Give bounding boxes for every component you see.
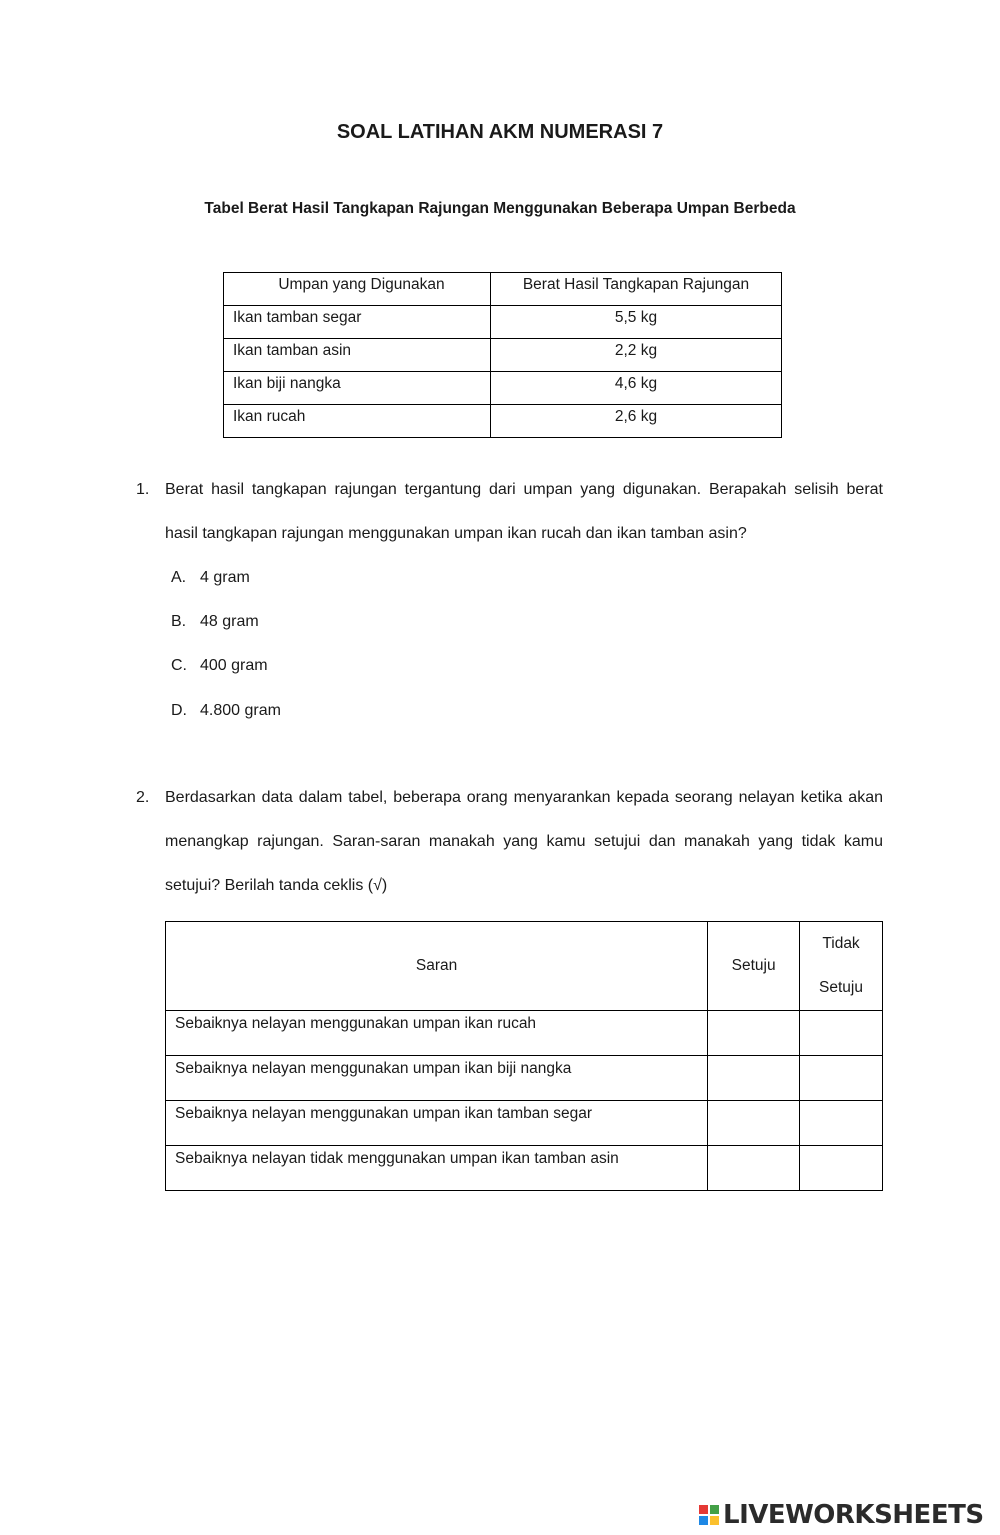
liveworksheets-logo: [698, 1500, 984, 1530]
question-1-line-2: hasil tangkapan rajungan menggunakan umpan ikan rucah dan ikan tamban asin?: [165, 525, 747, 542]
question-2-line-3: setujui? Berilah tanda ceklis (√): [165, 877, 388, 894]
option-letter: D.: [171, 702, 187, 719]
table-row: [224, 405, 782, 438]
disagree-checkbox-cell[interactable]: [800, 1146, 883, 1191]
question-2-number: 2.: [136, 789, 150, 806]
option-letter: C.: [171, 657, 187, 674]
table-header-row: [224, 273, 782, 306]
table-row: [166, 1101, 883, 1146]
table-row: [166, 1146, 883, 1191]
agree-checkbox-cell[interactable]: [708, 1011, 800, 1056]
bait-weight: 5,5 kg: [491, 306, 782, 339]
option-c[interactable]: [171, 657, 268, 675]
agree-checkbox-cell[interactable]: [708, 1146, 800, 1191]
table-row: [224, 372, 782, 405]
logo-square-green: [709, 1504, 720, 1515]
table-row: [166, 1056, 883, 1101]
bait-name: Ikan tamban asin: [224, 339, 491, 372]
disagree-checkbox-cell[interactable]: [800, 1056, 883, 1101]
disagree-checkbox-cell[interactable]: [800, 1101, 883, 1146]
option-text: 48 gram: [200, 613, 259, 630]
table-row: [224, 306, 782, 339]
suggestion-text: Sebaiknya nelayan menggunakan umpan ikan tamban segar: [166, 1101, 708, 1146]
option-text: 4.800 gram: [200, 702, 281, 719]
table-row: [166, 1011, 883, 1056]
suggestion-text: Sebaiknya nelayan menggunakan umpan ikan rucah: [166, 1011, 708, 1056]
question-1-number: 1.: [136, 481, 150, 498]
bait-name: Ikan biji nangka: [224, 372, 491, 405]
suggestion-header-row: [166, 922, 883, 1011]
table-title: Tabel Berat Hasil Tangkapan Rajungan Menggunakan Beberapa Umpan Berbeda: [204, 200, 796, 217]
header-tidak-setuju: [800, 922, 883, 1011]
bait-name: Ikan rucah: [224, 405, 491, 438]
option-letter: A.: [171, 569, 187, 586]
option-b[interactable]: [171, 613, 259, 631]
question-1-line-1: Berat hasil tangkapan rajungan tergantung dari umpan yang digunakan. Berapakah selisih berat: [165, 481, 883, 498]
agree-checkbox-cell[interactable]: [708, 1056, 800, 1101]
option-text: 400 gram: [200, 657, 268, 674]
bait-weight-table: [223, 272, 782, 438]
header-tidak-line-2: Setuju: [819, 979, 863, 996]
suggestion-text: Sebaiknya nelayan menggunakan umpan ikan biji nangka: [166, 1056, 708, 1101]
option-text: 4 gram: [200, 569, 250, 586]
bait-weight: 4,6 kg: [491, 372, 782, 405]
bait-name: Ikan tamban segar: [224, 306, 491, 339]
suggestion-table: [165, 921, 883, 1191]
header-tidak-line-1: Tidak: [822, 935, 860, 952]
header-setuju: Setuju: [708, 922, 800, 1011]
header-bait: Umpan yang Digunakan: [224, 273, 491, 306]
option-d[interactable]: [171, 702, 281, 720]
option-letter: B.: [171, 613, 187, 630]
table-row: [224, 339, 782, 372]
bait-weight: 2,6 kg: [491, 405, 782, 438]
logo-square-red: [698, 1504, 709, 1515]
liveworksheets-text: LIVEWORKSHEETS: [723, 1500, 984, 1530]
question-2-line-1: Berdasarkan data dalam tabel, beberapa orang menyarankan kepada seorang nelayan ketika akan: [165, 789, 883, 806]
logo-square-blue: [698, 1515, 709, 1526]
bait-weight: 2,2 kg: [491, 339, 782, 372]
liveworksheets-logo-icon: [698, 1504, 720, 1526]
header-saran: Saran: [166, 922, 708, 1011]
option-a[interactable]: [171, 569, 250, 587]
suggestion-text: Sebaiknya nelayan tidak menggunakan umpan ikan tamban asin: [166, 1146, 708, 1191]
question-2-line-2: menangkap rajungan. Saran-saran manakah yang kamu setujui dan manakah yang tidak kamu: [165, 833, 883, 850]
logo-square-yellow: [709, 1515, 720, 1526]
disagree-checkbox-cell[interactable]: [800, 1011, 883, 1056]
page-title: SOAL LATIHAN AKM NUMERASI 7: [336, 121, 664, 143]
header-weight: Berat Hasil Tangkapan Rajungan: [491, 273, 782, 306]
agree-checkbox-cell[interactable]: [708, 1101, 800, 1146]
